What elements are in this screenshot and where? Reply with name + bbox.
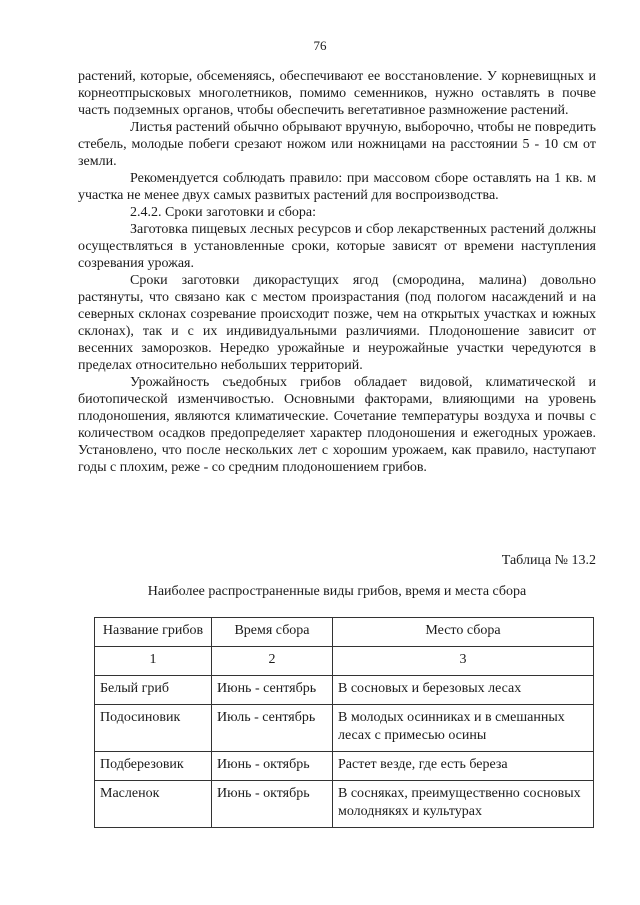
table-cell: Подберезовик: [95, 752, 212, 781]
table-header-row: [95, 618, 594, 647]
table-header-cell: Время сбора: [212, 618, 333, 647]
table-cell: Июнь - сентябрь: [212, 676, 333, 705]
table-label: Таблица № 13.2: [501, 553, 596, 568]
document-body: [78, 68, 596, 476]
paragraph: Заготовка пищевых лесных ресурсов и сбор лекарственных растений должны осуществляться в установленные сроки, которые зависят от времени наступления созревания урожая.: [78, 222, 596, 271]
table-number-row: [95, 647, 594, 676]
table-cell: В сосняках, преимущественно сосновых молоднякях и культурах: [333, 781, 594, 828]
table-row: [95, 705, 594, 752]
paragraph: Листья растений обычно обрывают вручную, выборочно, чтобы не повредить стебель, молодые побеги срезают ножом или ножницами на расстоянии 5 - 10 см от земли.: [78, 120, 596, 169]
table-row: [95, 752, 594, 781]
table-header-cell: Название грибов: [95, 618, 212, 647]
table-row: [95, 676, 594, 705]
paragraph: Урожайность съедобных грибов обладает видовой, климатической и биотопической изменчивостью. Основными факторами, влияющими на уровень плодоношения, являются климатические. Сочетание температуры воздуха и почвы с количеством осадков предопределяет характер плодоношения и ежегодных урожаев. Установлено, что после нескольких лет с хорошим урожаем, как правило, наступают годы с плохим, реже - со средним плодоношением грибов.: [78, 375, 596, 475]
page-number: 76: [313, 38, 327, 53]
mushroom-table: [94, 617, 594, 828]
paragraph: Сроки заготовки дикорастущих ягод (смородина, малина) довольно растянуты, что связано как с местом произрастания (под пологом насаждений и на северных склонах созревание происходит позже, чем на открытых участках и южных склонах), так и с их индивидуальными различиями. Плодоношение зависит от весенних заморозков. Нередко урожайные и неурожайные участки чередуются в пределах относительно небольших территорий.: [78, 273, 596, 373]
table-title: Наиболее распространенные виды грибов, время и места сбора: [147, 584, 527, 599]
table-row: [95, 781, 594, 828]
table-cell: Растет везде, где есть береза: [333, 752, 594, 781]
table-cell: 2: [212, 647, 333, 676]
section-heading: 2.4.2. Сроки заготовки и сбора:: [130, 205, 317, 220]
table-cell: Июль - сентябрь: [212, 705, 333, 752]
table-header-cell: Место сбора: [333, 618, 594, 647]
table-cell: 1: [95, 647, 212, 676]
table-cell: Подосиновик: [95, 705, 212, 752]
table-cell: В молодых осинниках и в смешанных лесах с примесью осины: [333, 705, 594, 752]
table-cell: 3: [333, 647, 594, 676]
table-cell: Июнь - октябрь: [212, 752, 333, 781]
table-cell: Июнь - октябрь: [212, 781, 333, 828]
table-cell: Белый гриб: [95, 676, 212, 705]
paragraph: Рекомендуется соблюдать правило: при массовом сборе оставлять на 1 кв. м участка не менее двух самых развитых растений для воспроизводства.: [78, 171, 596, 203]
paragraph: растений, которые, обсеменяясь, обеспечивают ее восстановление. У корневищных и корнеотпрысковых многолетников, помимо семенников, нужно оставлять в почве часть подземных органов, чтобы обеспечить вегетативное размножение растений.: [78, 69, 596, 118]
table-cell: В сосновых и березовых лесах: [333, 676, 594, 705]
table-cell: Масленок: [95, 781, 212, 828]
